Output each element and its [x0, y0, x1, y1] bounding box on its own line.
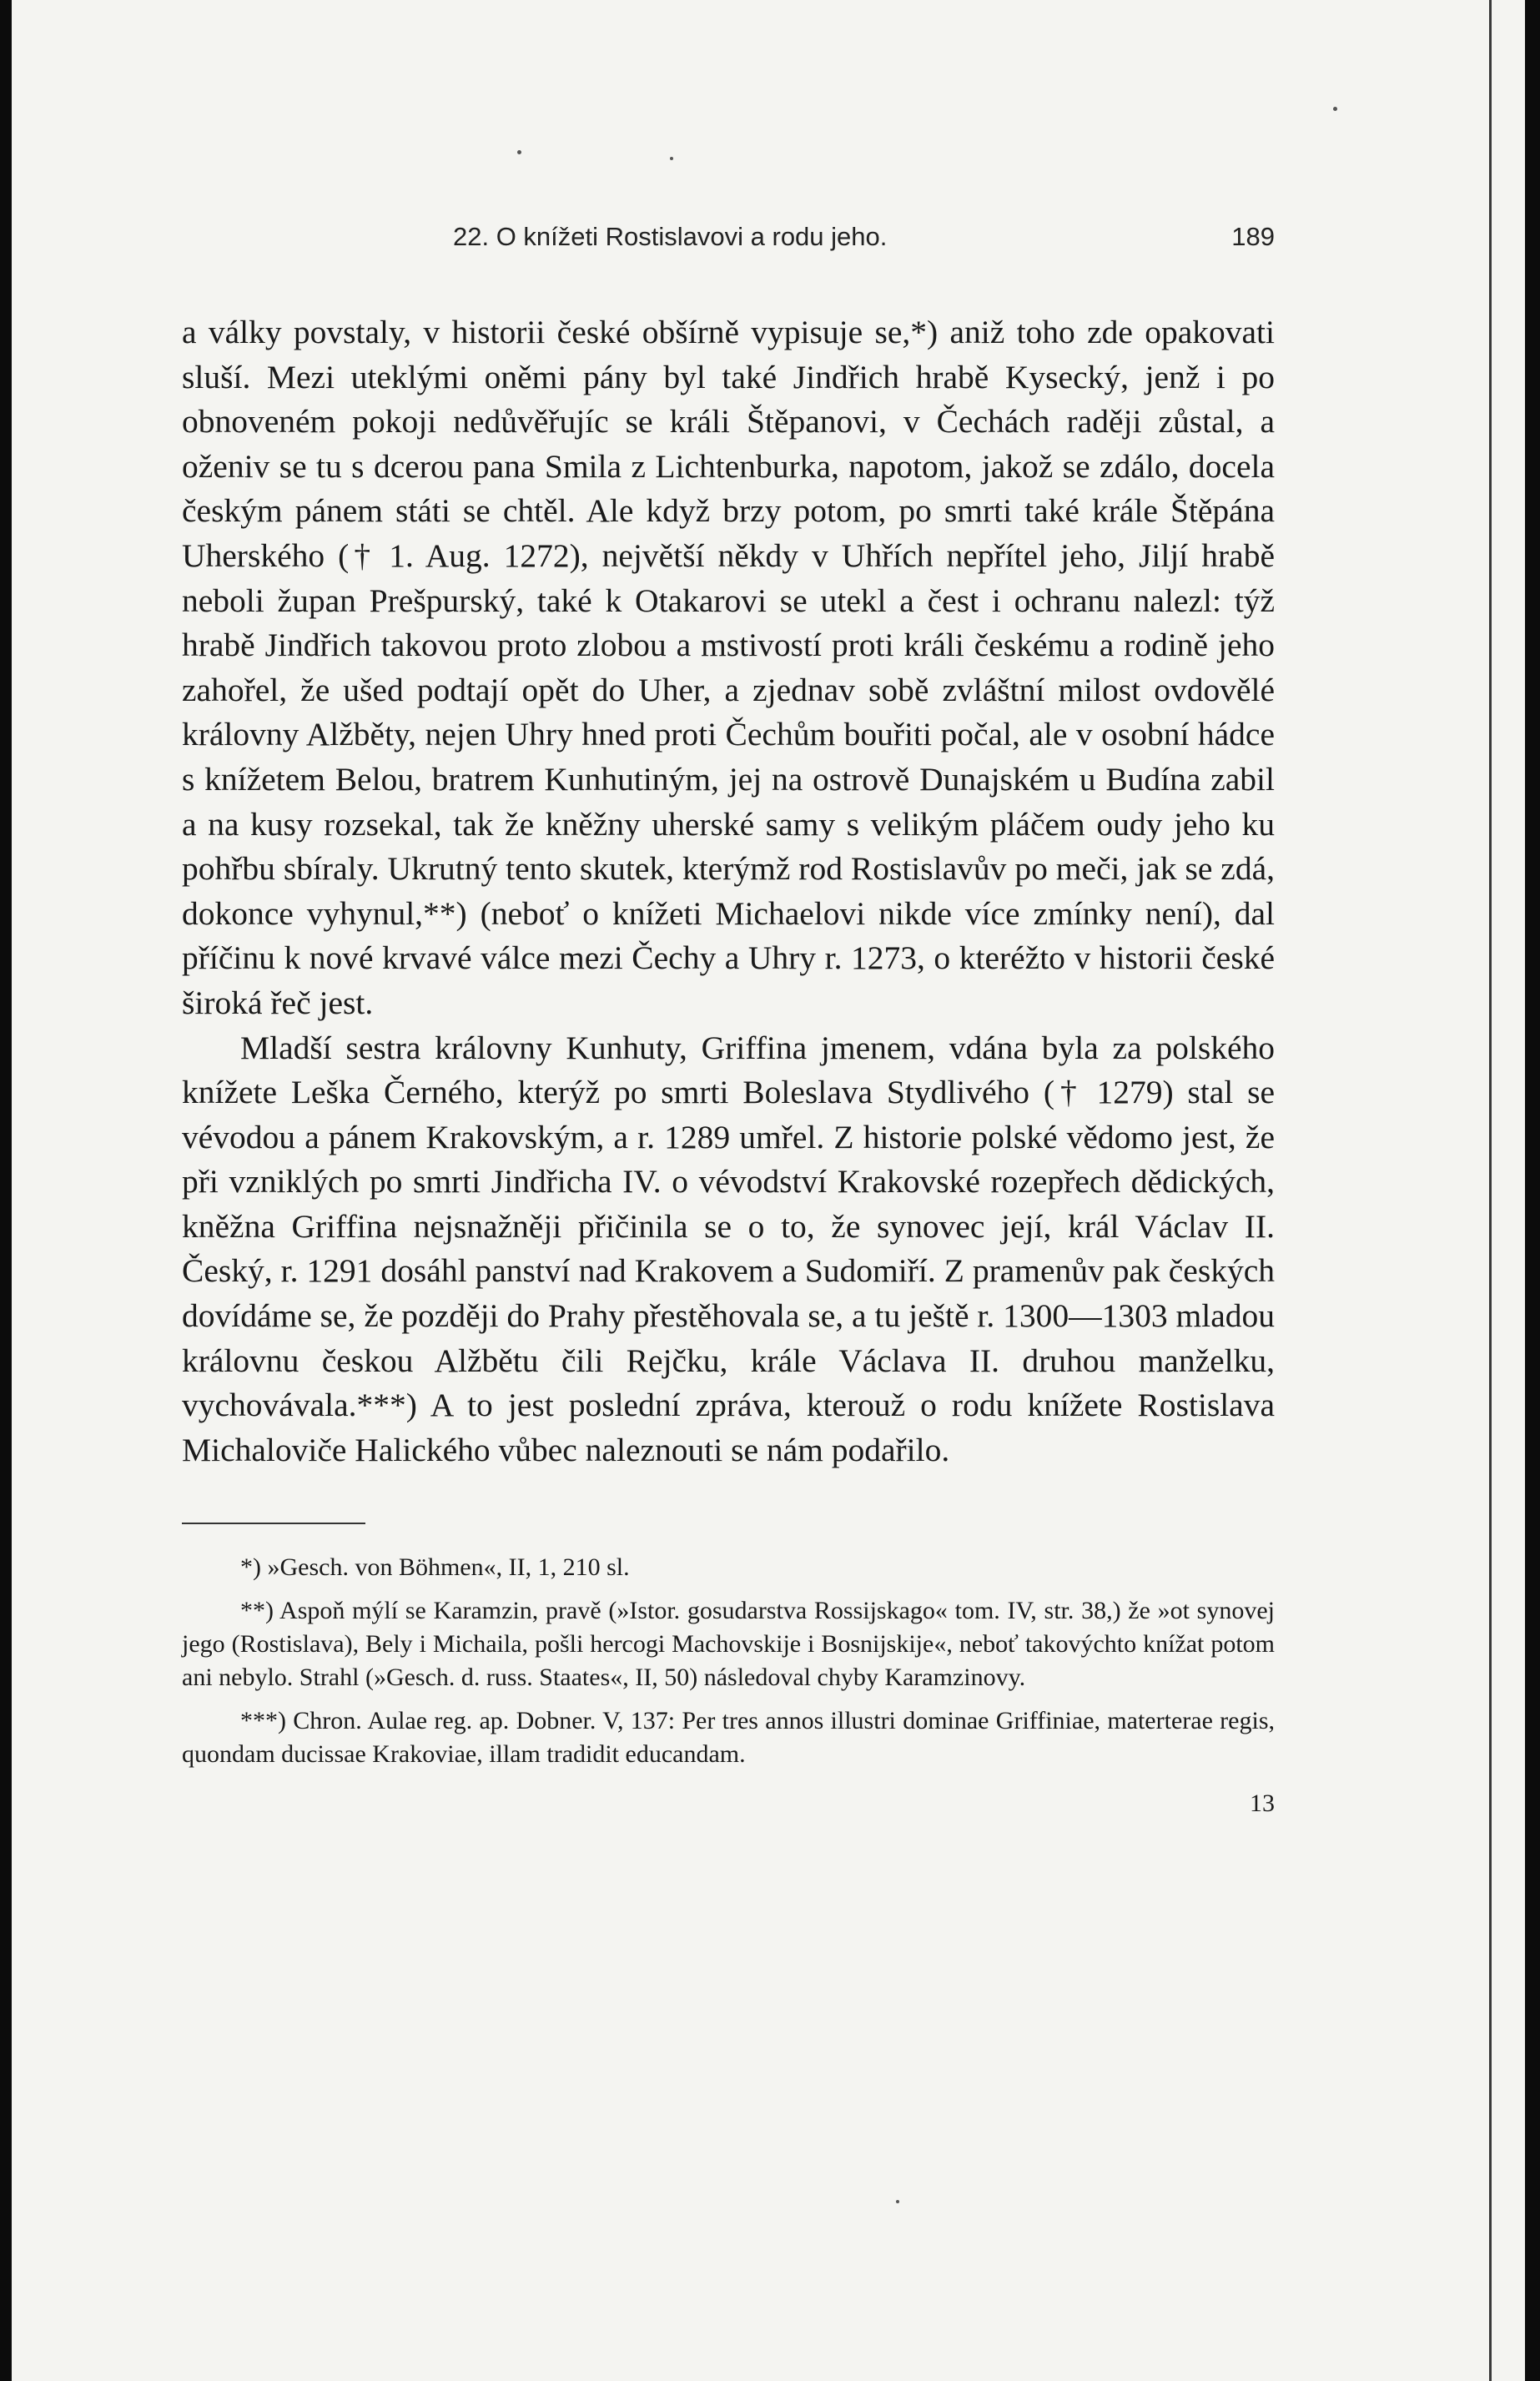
running-title: 22. O knížeti Rostislavovi a rodu jeho. [453, 222, 888, 251]
paragraph: a války povstaly, v historii české obšírně vypisuje se,*) aniž toho zde opakovati sluší. Mezi uteklými oněmi pány byl také Jindřich hrabě Kysecký, jenž i po obnoveném pokoji nedůvěřujíc se králi Štěpanovi, v Čechách raději zůstal, a oženiv se tu s dcerou pana Smila z Lichtenburka, napotom, jakož se zdálo, docela českým pánem státi se chtěl. Ale když brzy potom, po smrti také krále Štěpána Uherského († 1. Aug. 1272), největší někdy v Uhřích nepřítel jeho, Jiljí hrabě neboli župan Prešpurský, také k Otakarovi se utekl a čest i ochranu nalezl: týž hrabě Jindřich takovou proto zlobou a mstivostí proti králi českému a rodině jeho zahořel, že ušed podtají opět do Uher, a zjednav sobě zvláštní milost ovdovělé královny Alžběty, nejen Uhry hned proti Čechům bouřiti počal, ale v osobní hádce s knížetem Belou, bratrem Kunhutiným, jej na ostrově Dunajském u Budína zabil a na kusy rozsekal, tak že kněžny uherské samy s velikým pláčem oudy jeho ku pohřbu sbíraly. Ukrutný tento skutek, kterýmž rod Rostislavův po meči, jak se zdá, dokonce vyhynul,**) (neboť o knížeti Michaelovi nikde více zmínky není), dal příčinu k nové krvavé válce mezi Čechy a Uhry r. 1273, o kteréžto v historii české široká řeč jest. [182, 314, 1275, 1021]
footnote: ***) Chron. Aulae reg. ap. Dobner. V, 137: Per tres annos illustri dominae Griffiniae, materterae regis, quondam ducissae Krakoviae, illam tradidit educandam. [182, 1707, 1275, 1769]
footnote-rule [182, 1523, 365, 1524]
paragraph: Mladší sestra královny Kunhuty, Griffina jmenem, vdána byla za polského knížete Leška Černého, kterýž po smrti Boleslava Stydlivého († 1279) stal se vévodou a pánem Krakovským, a r. 1289 umřel. Z historie polské vědomo jest, že při vzniklých po smrti Jindřicha IV. o vévodství Krakovské rozepřech dědických, kněžna Griffina nejsnažněji přičinila se o to, že synovec její, král Václav II. Český, r. 1291 dosáhl panství nad Krakovem a Sudomiří. Z pramenův pak českých dovídáme se, že později do Prahy přestěhovala se, a tu ještě r. 1300—1303 mladou královnu českou Alžbětu čili Rejčku, krále Václava II. druhou manželku, vychovávala.***) A to jest poslední zpráva, kterouž o rodu knížete Rostislava Michaloviče Halického vůbec naleznouti se nám podařilo. [182, 1029, 1275, 1468]
signature-mark: 13 [1250, 1790, 1275, 1818]
speck-mark [896, 2200, 899, 2203]
footnotes [182, 1551, 1275, 1771]
running-head [182, 222, 1275, 264]
footnote: **) Aspoň mýlí se Karamzin, pravě (»Istor. gosudarstva Rossijskago« tom. IV, str. 38,) že »ot synovej jego (Rostislava), Bely i Michaila, pošli hercogi Machovskije i Bosnijskije«, neboť takovýchto knížat potom ani nebylo. Strahl (»Gesch. d. russ. Staates«, II, 50) následoval chyby Karamzinovy. [182, 1597, 1275, 1692]
scan-edge-right [1525, 0, 1540, 2381]
scan-edge-left [0, 0, 12, 2381]
speck-mark [517, 150, 521, 154]
speck-mark [670, 157, 673, 160]
main-text [182, 310, 1275, 1472]
page-number: 189 [1231, 222, 1275, 251]
footnote: *) »Gesch. von Böhmen«, II, 1, 210 sl. [240, 1553, 630, 1582]
speck-mark [1333, 107, 1337, 111]
scan-edge-line [1489, 0, 1492, 2381]
book-page [182, 222, 1275, 1818]
